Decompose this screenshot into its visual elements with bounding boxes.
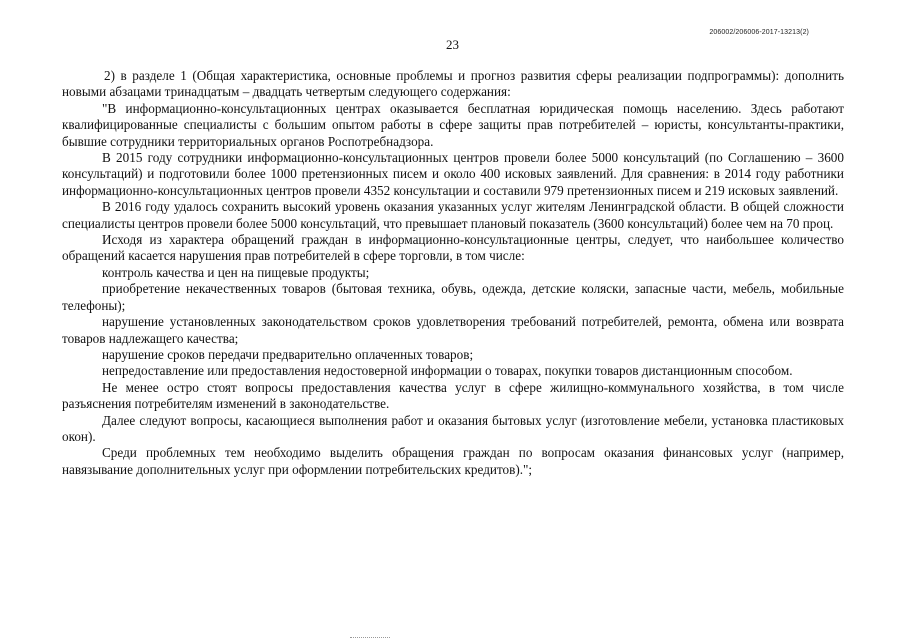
paragraph-section-amendment: 2) в разделе 1 (Общая характеристика, основные проблемы и прогноз развития сферы реализации подпрограммы): дополнить новыми абзацами тринадцатым – двадцать четвертым следующего содержания: <box>62 68 844 100</box>
list-item-prepaid-delivery: нарушение сроков передачи предварительно оплаченных товаров; <box>102 346 474 362</box>
paragraph-housing-services: Не менее остро стоят вопросы предоставления качества услуг в сфере жилищно-коммунального хозяйства, в том числе разъяснения потребителям изменений в законодательстве. <box>62 379 844 412</box>
list-item-defective-goods: приобретение некачественных товаров (бытовая техника, обувь, одежда, детские коляски, запасные части, мебель, мобильные телефоны); <box>62 281 844 313</box>
paragraph-household-services: Далее следуют вопросы, касающиеся выполнения работ и оказания бытовых услуг (изготовление мебели, установка пластиковых окон). <box>62 412 844 444</box>
list-item-food-control: контроль качества и цен на пищевые продукты; <box>102 264 370 280</box>
paragraph-2016-stats: В 2016 году удалось сохранить высокий уровень оказания указанных услуг жителям Ленинградской области. В общей сложности специалисты центров провели более 5000 консультаций, что превышает плановый показатель (3600 консультаций) более чем на 70 проц. <box>62 199 844 231</box>
page-number: 23 <box>446 37 459 52</box>
paragraph-financial-services: Среди проблемных тем необходимо выделить обращения граждан по вопросам оказания финансовых услуг (например, навязывание дополнительных услуг при оформлении потребительских кредитов)."; <box>62 445 844 477</box>
document-code: 206002/206006-2017-13213(2) <box>709 29 809 36</box>
paragraph-2015-stats: В 2015 году сотрудники информационно-консультационных центров провели более 5000 консультаций (по Соглашению – 3600 консультаций) и подготовили более 1000 претензионных писем и около 400 исковых заявлений. Для сравнения: в 2014 году работники информационно-консультационных центров провели 4352 консультации и составили 979 претензионных писем и 219 исковых заявлений. <box>62 150 844 198</box>
document-body <box>62 68 844 478</box>
paragraph-complaints-intro: Исходя из характера обращений граждан в информационно-консультационные центры, следует, что наибольшее количество обращений касается нарушения прав потребителей в сфере торговли, в том числе: <box>62 232 844 264</box>
paragraph-free-legal-help: "В информационно-консультационных центрах оказывается бесплатная юридическая помощь населению. Здесь работают квалифицированные специалисты с большим опытом работы в сфере защиты прав потребителей – юристы, консультанты-практики, бывшие сотрудники территориальных органов Роспотребнадзора. <box>62 100 844 149</box>
list-item-deadlines-violation: нарушение установленных законодательством сроков удовлетворения требований потребителей, ремонта, обмена или возврата товаров надлежащего качества; <box>62 314 844 346</box>
list-item-misinformation: непредоставление или предоставления недостоверной информации о товарах, покупки товаров дистанционным способом. <box>102 363 793 379</box>
